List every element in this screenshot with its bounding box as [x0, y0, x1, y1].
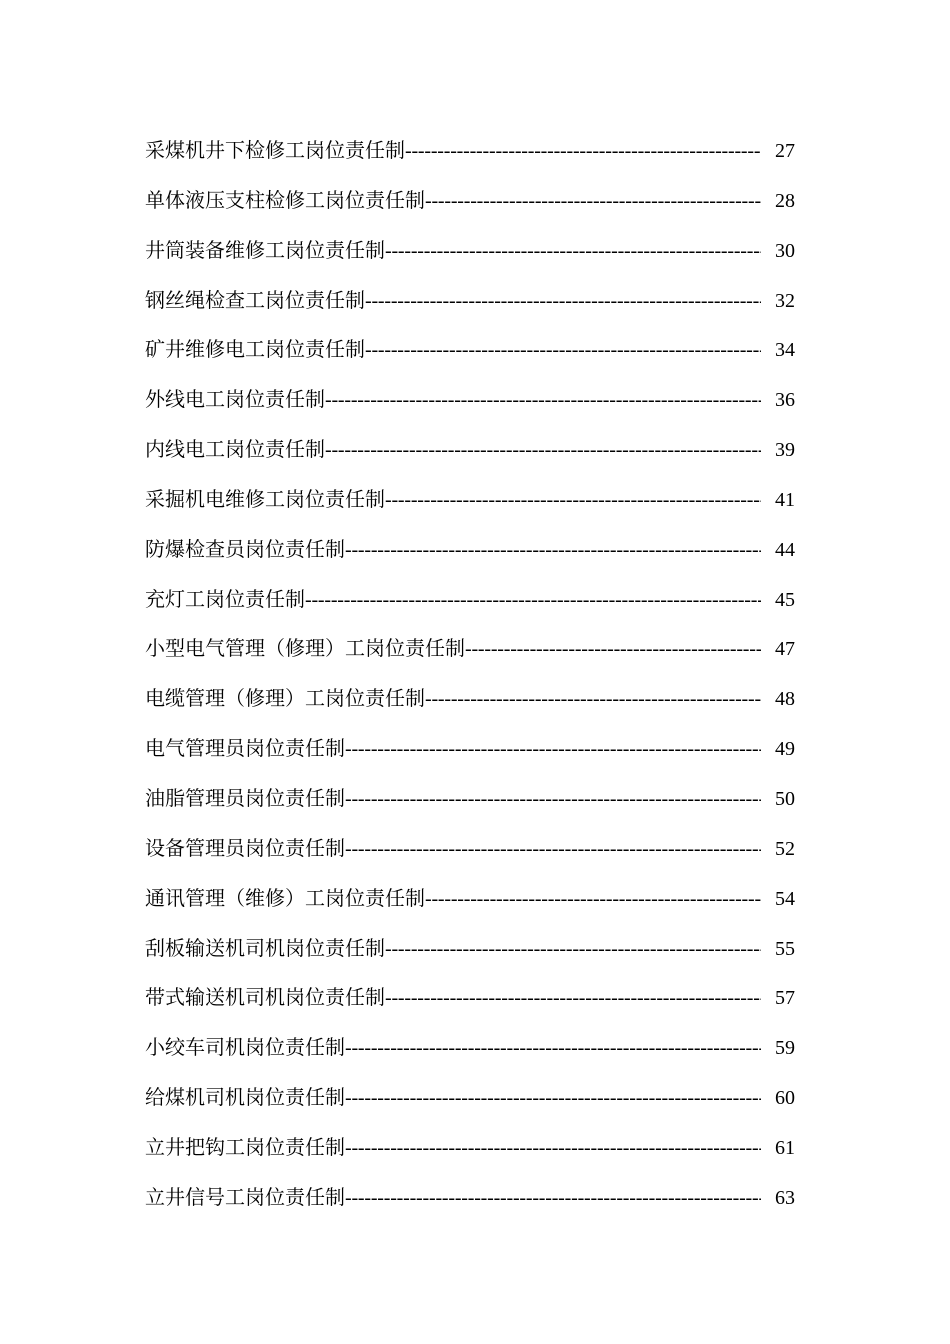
toc-entry-title: 防爆检查员岗位责任制 — [145, 536, 345, 561]
toc-entry-title: 钢丝绳检查工岗位责任制 — [145, 287, 365, 312]
toc-entry[interactable] — [145, 676, 795, 726]
toc-dot-leader — [385, 976, 761, 1020]
toc-entry[interactable] — [145, 776, 795, 826]
toc-entry-title: 矿井维修电工岗位责任制 — [145, 337, 365, 362]
toc-dot-leader — [345, 1176, 761, 1220]
toc-page-number: 41 — [775, 488, 795, 511]
toc-entry[interactable] — [145, 1075, 795, 1125]
toc-page-number: 49 — [775, 738, 795, 761]
toc-dot-leader — [385, 927, 761, 971]
toc-page-number: 28 — [775, 189, 795, 212]
toc-dot-leader — [385, 229, 761, 273]
toc-entry-title: 井筒装备维修工岗位责任制 — [145, 237, 385, 262]
toc-entry[interactable] — [145, 128, 795, 178]
toc-dot-leader — [465, 627, 761, 671]
toc-dot-leader — [345, 727, 761, 771]
toc-entry-title: 立井信号工岗位责任制 — [145, 1184, 345, 1209]
toc-entry[interactable] — [145, 1025, 795, 1075]
toc-dot-leader — [345, 777, 761, 821]
toc-page-number: 59 — [775, 1037, 795, 1060]
toc-dot-leader — [325, 428, 761, 472]
toc-entry-title: 电气管理员岗位责任制 — [145, 736, 345, 761]
toc-dot-leader — [345, 528, 761, 572]
toc-page-number: 48 — [775, 688, 795, 711]
toc-page-number: 45 — [775, 588, 795, 611]
toc-page-number: 54 — [775, 887, 795, 910]
toc-entry[interactable] — [145, 1125, 795, 1175]
toc-entry[interactable] — [145, 826, 795, 876]
toc-dot-leader — [345, 1076, 761, 1120]
toc-entry-title: 单体液压支柱检修工岗位责任制 — [145, 187, 425, 212]
toc-dot-leader — [385, 478, 761, 522]
toc-dot-leader — [365, 279, 761, 323]
toc-entry[interactable] — [145, 876, 795, 926]
toc-dot-leader — [325, 378, 761, 422]
toc-entry[interactable] — [145, 377, 795, 427]
toc-entry-title: 采煤机井下检修工岗位责任制 — [145, 138, 405, 162]
toc-entry[interactable] — [145, 1175, 795, 1225]
toc-dot-leader — [305, 578, 761, 622]
toc-page-number: 39 — [775, 439, 795, 462]
toc-entry-title: 油脂管理员岗位责任制 — [145, 785, 345, 810]
toc-entry[interactable] — [145, 527, 795, 577]
toc-page-number: 30 — [775, 239, 795, 262]
toc-dot-leader — [425, 677, 761, 721]
toc-page-number: 47 — [775, 638, 795, 661]
toc-dot-leader — [425, 179, 761, 223]
toc-entry-title: 立井把钩工岗位责任制 — [145, 1134, 345, 1159]
toc-page-number: 57 — [775, 987, 795, 1010]
toc-entry-title: 设备管理员岗位责任制 — [145, 835, 345, 860]
toc-page-number: 61 — [775, 1136, 795, 1159]
toc-page-number: 44 — [775, 538, 795, 561]
toc-page-number: 27 — [775, 140, 795, 162]
toc-entry-title: 小绞车司机岗位责任制 — [145, 1035, 345, 1060]
toc-entry[interactable] — [145, 427, 795, 477]
toc-entry-title: 小型电气管理（修理）工岗位责任制 — [145, 636, 465, 661]
toc-entry[interactable] — [145, 975, 795, 1025]
toc-entry[interactable] — [145, 477, 795, 527]
toc-entry[interactable] — [145, 626, 795, 676]
toc-page-number: 36 — [775, 389, 795, 412]
toc-entry-title: 电缆管理（修理）工岗位责任制 — [145, 686, 425, 711]
toc-dot-leader — [425, 877, 761, 921]
toc-dot-leader — [405, 129, 761, 173]
toc-entry[interactable] — [145, 228, 795, 278]
toc-page-number: 60 — [775, 1087, 795, 1110]
toc-page-number: 32 — [775, 289, 795, 312]
toc-entry-title: 采掘机电维修工岗位责任制 — [145, 486, 385, 511]
toc-entry-title: 给煤机司机岗位责任制 — [145, 1085, 345, 1110]
toc-entry[interactable] — [145, 926, 795, 976]
toc-dot-leader — [365, 328, 761, 372]
toc-entry[interactable] — [145, 278, 795, 328]
toc-entry-title: 外线电工岗位责任制 — [145, 387, 325, 412]
toc-dot-leader — [345, 1026, 761, 1070]
table-of-contents — [145, 128, 795, 1225]
toc-entry-title: 充灯工岗位责任制 — [145, 586, 305, 611]
toc-entry-title: 通讯管理（维修）工岗位责任制 — [145, 885, 425, 910]
toc-entry-title: 带式输送机司机岗位责任制 — [145, 985, 385, 1010]
toc-entry-title: 刮板输送机司机岗位责任制 — [145, 935, 385, 960]
toc-page-number: 55 — [775, 937, 795, 960]
toc-page-number: 50 — [775, 787, 795, 810]
toc-entry[interactable] — [145, 726, 795, 776]
toc-entry-title: 内线电工岗位责任制 — [145, 437, 325, 462]
toc-entry[interactable] — [145, 327, 795, 377]
toc-dot-leader — [345, 1126, 761, 1170]
toc-page-number: 63 — [775, 1186, 795, 1209]
toc-page-number: 52 — [775, 837, 795, 860]
toc-entry[interactable] — [145, 577, 795, 627]
toc-page-number: 34 — [775, 339, 795, 362]
toc-dot-leader — [345, 827, 761, 871]
toc-entry[interactable] — [145, 178, 795, 228]
